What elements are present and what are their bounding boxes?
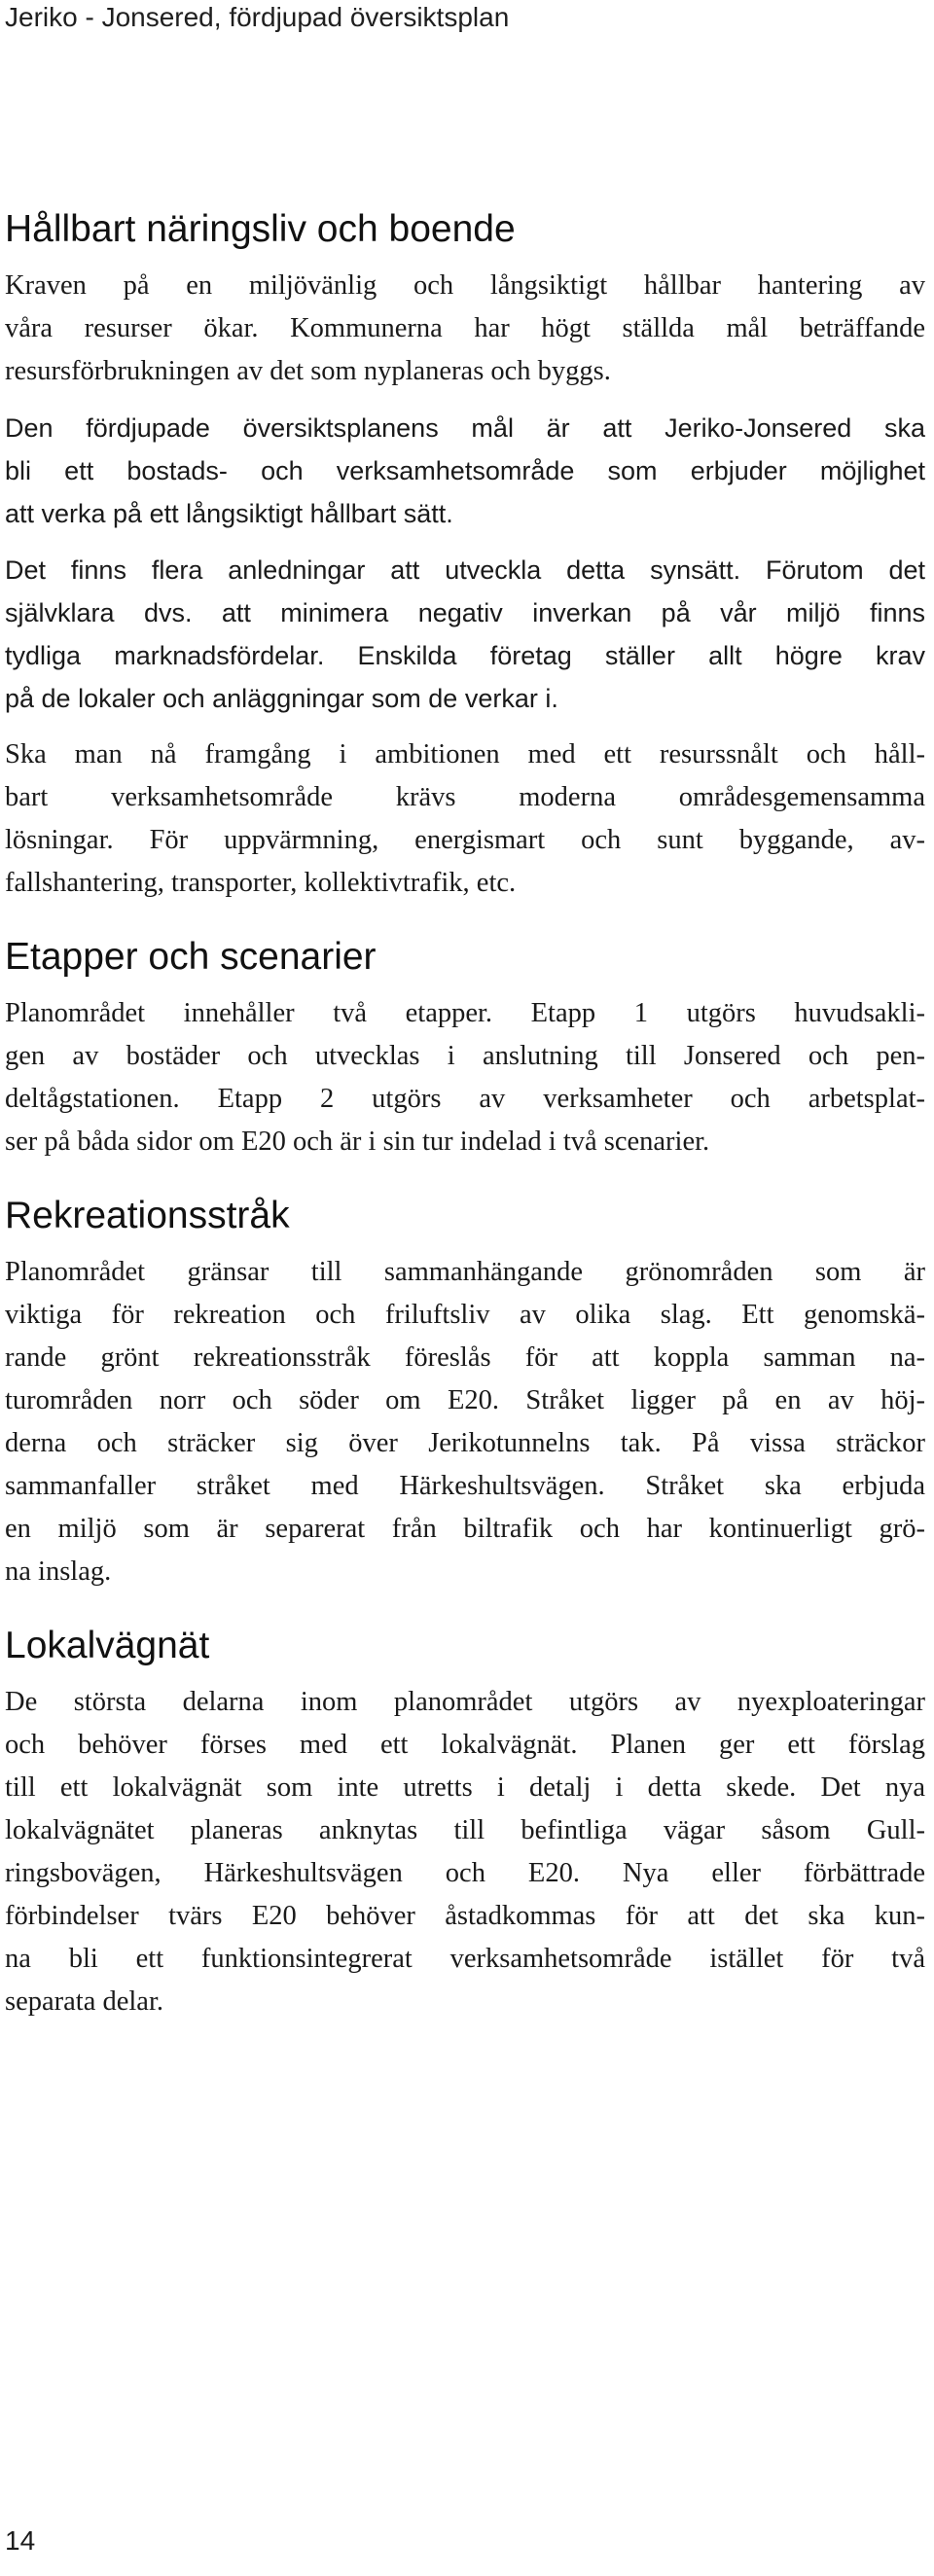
section-heading: Rekreationsstråk bbox=[5, 1195, 290, 1236]
paragraph-line: Det finns flera anledningar att utveckla detta synsätt. Förutom det bbox=[5, 555, 925, 585]
paragraph-line: deltågstationen. Etapp 2 utgörs av verksamheter och arbetsplat- bbox=[5, 1084, 925, 1114]
paragraph-line: ringsbovägen, Härkeshultsvägen och E20. Nya eller förbättrade bbox=[5, 1858, 925, 1888]
paragraph-line: våra resurser ökar. Kommunerna har högt ställda mål beträffande bbox=[5, 313, 925, 343]
paragraph-line: en miljö som är separerat från biltrafik och har kontinuerligt grö- bbox=[5, 1514, 925, 1544]
paragraph-line: Den fördjupade översiktsplanens mål är att Jeriko-Jonsered ska bbox=[5, 413, 925, 443]
paragraph-line: na inslag. bbox=[5, 1556, 112, 1587]
paragraph-line: resursförbrukningen av det som nyplaneras och byggs. bbox=[5, 356, 611, 386]
body-paragraph bbox=[5, 407, 925, 535]
paragraph-line: lokalvägnätet planeras anknytas till befintliga vägar såsom Gull- bbox=[5, 1815, 925, 1845]
paragraph-line: på de lokaler och anläggningar som de verkar i. bbox=[5, 684, 558, 713]
paragraph-line: Planområdet innehåller två etapper. Etapp 1 utgörs huvudsakli- bbox=[5, 998, 925, 1028]
paragraph-line: Kraven på en miljövänlig och långsiktigt hållbar hantering av bbox=[5, 270, 925, 301]
paragraph-line: tydliga marknadsfördelar. Enskilda företag ställer allt högre krav bbox=[5, 641, 925, 670]
paragraph-line: turområden norr och söder om E20. Stråket ligger på en av höj- bbox=[5, 1385, 925, 1415]
paragraph-line: fallshantering, transporter, kollektivtrafik, etc. bbox=[5, 868, 517, 898]
body-paragraph bbox=[5, 992, 925, 1163]
paragraph-line: rande grönt rekreationsstråk föreslås för att koppla samman na- bbox=[5, 1342, 925, 1373]
page-content bbox=[5, 206, 925, 2037]
paragraph-line: förbindelser tvärs E20 behöver åstadkommas för att det ska kun- bbox=[5, 1901, 925, 1931]
body-paragraph bbox=[5, 1681, 925, 2023]
paragraph-line: till ett lokalvägnät som inte utretts i detalj i detta skede. Det nya bbox=[5, 1772, 925, 1803]
paragraph-line: att verka på ett långsiktigt hållbart sätt. bbox=[5, 499, 453, 528]
section-heading: Lokalvägnät bbox=[5, 1625, 210, 1666]
paragraph-line: och behöver förses med ett lokalvägnät. Planen ger ett förslag bbox=[5, 1730, 925, 1760]
paragraph-line: bart verksamhetsområde krävs moderna områdesgemensamma bbox=[5, 782, 925, 812]
body-paragraph bbox=[5, 1251, 925, 1593]
paragraph-line: Planområdet gränsar till sammanhängande grönområden som är bbox=[5, 1257, 925, 1287]
paragraph-line: separata delar. bbox=[5, 1986, 163, 2017]
paragraph-line: ser på båda sidor om E20 och är i sin tur indelad i två scenarier. bbox=[5, 1127, 710, 1157]
section-heading: Hållbart näringsliv och boende bbox=[5, 208, 516, 250]
paragraph-line: na bli ett funktionsintegrerat verksamhetsområde istället för två bbox=[5, 1944, 925, 1974]
paragraph-line: derna och sträcker sig över Jerikotunnelns tak. På vissa sträckor bbox=[5, 1428, 925, 1458]
paragraph-line: sammanfaller stråket med Härkeshultsvägen. Stråket ska erbjuda bbox=[5, 1471, 925, 1501]
page-number: 14 bbox=[5, 2525, 36, 2556]
paragraph-line: lösningar. För uppvärmning, energismart och sunt byggande, av- bbox=[5, 825, 925, 855]
paragraph-line: viktiga för rekreation och friluftsliv av olika slag. Ett genomskä- bbox=[5, 1300, 925, 1330]
body-paragraph bbox=[5, 733, 925, 905]
paragraph-line: Ska man nå framgång i ambitionen med ett resurssnålt och håll- bbox=[5, 739, 925, 769]
body-paragraph bbox=[5, 265, 925, 393]
paragraph-line: bli ett bostads- och verksamhetsområde som erbjuder möjlighet bbox=[5, 456, 925, 485]
section-heading: Etapper och scenarier bbox=[5, 936, 377, 978]
paragraph-line: självklara dvs. att minimera negativ inverkan på vår miljö finns bbox=[5, 598, 925, 627]
paragraph-line: De största delarna inom planområdet utgörs av nyexploateringar bbox=[5, 1687, 925, 1717]
body-paragraph bbox=[5, 549, 925, 720]
paragraph-line: gen av bostäder och utvecklas i anslutning till Jonsered och pen- bbox=[5, 1041, 925, 1071]
running-header: Jeriko - Jonsered, fördjupad översiktsplan bbox=[5, 2, 510, 32]
